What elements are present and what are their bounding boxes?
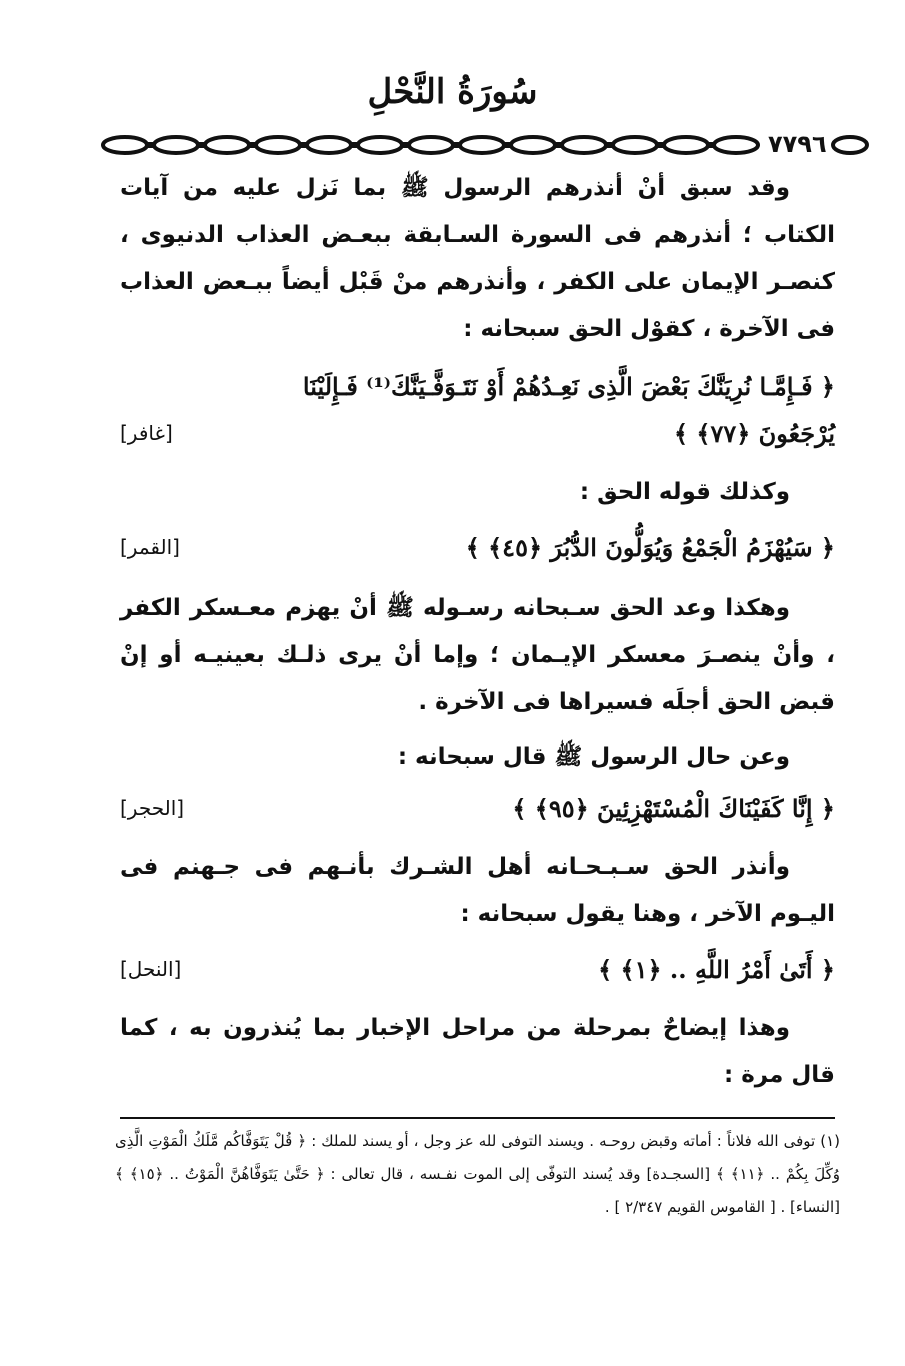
paragraph-2: وكذلك قوله الحق :: [579, 479, 790, 505]
footnote-separator: [120, 1117, 835, 1119]
page-number: ٧٧٩٦: [768, 130, 827, 158]
verse-ghafir-line-2: يُرْجَعُونَ ﴿٧٧﴾ ﴾: [673, 419, 835, 448]
verse-qamar-text: ﴿ سَيُهْزَمُ الْجَمْعُ وَيُوَلُّونَ الدُّبُرَ ﴿٤٥﴾ ﴾: [465, 533, 835, 562]
footnote-1: (١) توفى الله فلاناً : أماته وقبض روحـه . ويسند التوفى لله عز وجل ، أو يسند للملك : ﴿ قُلْ يَتَوَفَّاكُم مَّلَكُ الْمَوْتِ الَّذِى وُكِّلَ بِكُمْ .. ﴿١١﴾ ﴾ [السجـدة] وقد يُسند التوفّى إلى الموت نفـسه ، قال تعالى : ﴿ حَتَّىٰ يَتَوَفَّاهُنَّ الْمَوْتُ .. ﴿١٥﴾ ﴾ [النساء] . [ القاموس القويم ٢/٣٤٧ ] .: [115, 1132, 840, 1216]
verse-hijr: [120, 785, 835, 834]
verse-ghafir: [120, 363, 835, 457]
paragraph-1: وقد سبق أنْ أنذرهم الرسول ﷺ بما نَزل عليه من آيات الكتاب ؛ أنذرهم فى السورة السـابقة ببعـض العذاب الدنيوى ، كنصـر الإيمان على الكفر ، وأنذرهم منْ قَبْل أيضاً ببـعض العذاب فى الآخرة ، كقوْل الحق سبحانه :: [120, 175, 835, 342]
verse-ghafir-reference: [غافر]: [120, 421, 173, 445]
footnotes: [115, 1125, 840, 1224]
surah-title: سُورَةُ النَّحْلِ: [367, 72, 538, 112]
main-text: [120, 165, 835, 1099]
header-ornament-bar: [100, 126, 870, 166]
verse-ghafir-line-2-wrap: [120, 410, 835, 457]
verse-hijr-text: ﴿ إِنَّا كَفَيْنَاكَ الْمُسْتَهْزِئِينَ ﴿٩٥﴾ ﴾: [512, 794, 835, 823]
paragraph-5: وأنذر الحق سـبـحـانه أهل الشـرك بأنـهم فى جـهنم فى اليـوم الآخر ، وهنا يقول سبحانه :: [120, 854, 835, 927]
chain-end-ornament: [830, 132, 870, 158]
verse-nahl-reference: [النحل]: [120, 957, 182, 981]
paragraph-6: وهذا إيضاحٌ بمرحلة من مراحل الإخبار بما يُنذرون به ، كما قال مرة :: [120, 1015, 835, 1088]
verse-qamar-reference: [القمر]: [120, 535, 180, 559]
verse-hijr-reference: [الحجر]: [120, 796, 185, 820]
verse-ghafir-line-1: ﴿ فَـإِمَّـا نُرِيَنَّكَ بَعْضَ الَّذِى نَعِـدُهُمْ أَوْ نَتَـوَفَّـيَنَّكَ⁽¹⁾ فَـإِلَيْنَا: [302, 372, 835, 401]
verse-nahl: [120, 946, 835, 995]
paragraph-3: وهكذا وعد الحق سـبحانه رسـوله ﷺ أنْ يهزم معـسكر الكفر ، وأنْ ينصـرَ معسكر الإيـمان ؛ وإما أنْ يرى ذلـك بعينيـه أو إنْ قبض الحق أجلَه فسيراها فى الآخرة .: [120, 595, 835, 715]
verse-qamar: [120, 524, 835, 573]
chain-ornament: [100, 132, 760, 158]
verse-nahl-text: ﴿ أَتَىٰ أَمْرُ اللَّهِ .. ﴿١﴾ ﴾: [598, 955, 835, 984]
paragraph-4: وعن حال الرسول ﷺ قال سبحانه :: [397, 744, 790, 770]
